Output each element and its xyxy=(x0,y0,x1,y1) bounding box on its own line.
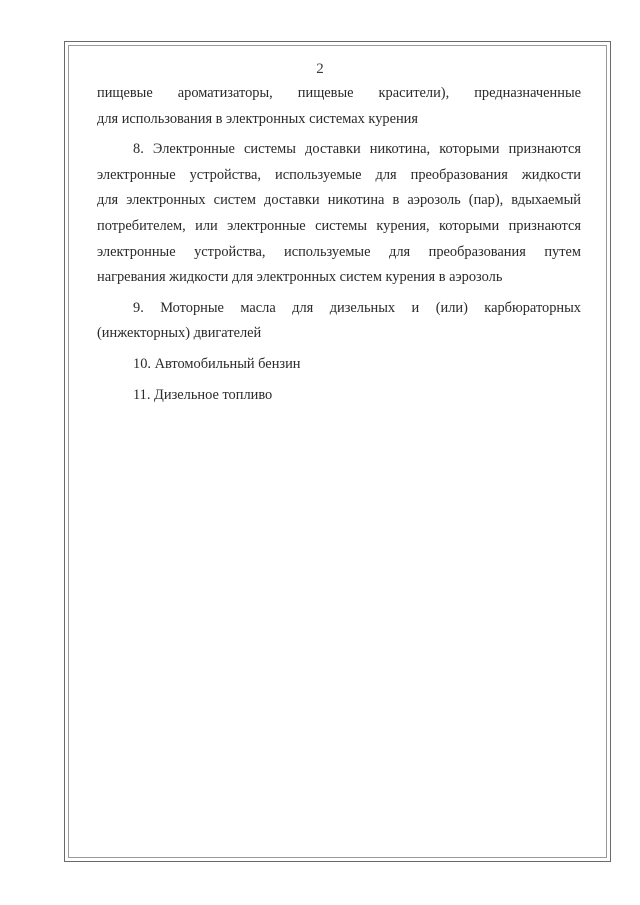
paragraph-item-10 xyxy=(97,352,581,378)
paragraph-item-7-continuation xyxy=(97,81,581,132)
paragraph-item-9 xyxy=(97,296,581,347)
text-line: (инжекторных) двигателей xyxy=(97,325,262,342)
text-line: 11. Дизельное топливо xyxy=(133,386,273,403)
document-body xyxy=(97,81,581,408)
text-line: 9. Моторные масла для дизельных и (или) карбюраторных xyxy=(133,299,581,316)
text-line: 8. Электронные системы доставки никотина, которыми признаются xyxy=(133,141,581,158)
page-number: 2 xyxy=(316,61,324,77)
paragraph-item-8 xyxy=(97,137,581,291)
text-line: электронные устройства, используемые для преобразования путем xyxy=(97,243,581,260)
paragraph-item-11 xyxy=(97,383,581,409)
text-line: 10. Автомобильный бензин xyxy=(133,355,301,372)
text-line: пищевые ароматизаторы, пищевые красители), предназначенные xyxy=(97,85,581,101)
text-line: нагревания жидкости для электронных систем курения в аэрозоль xyxy=(97,269,503,286)
text-line: электронные устройства, используемые для преобразования жидкости xyxy=(97,166,581,183)
text-line: для использования в электронных системах курения xyxy=(97,110,418,127)
text-line: потребителем, или электронные системы курения, которыми признаются xyxy=(97,217,581,234)
text-line: для электронных систем доставки никотина в аэрозоль (пар), вдыхаемый xyxy=(97,192,581,209)
